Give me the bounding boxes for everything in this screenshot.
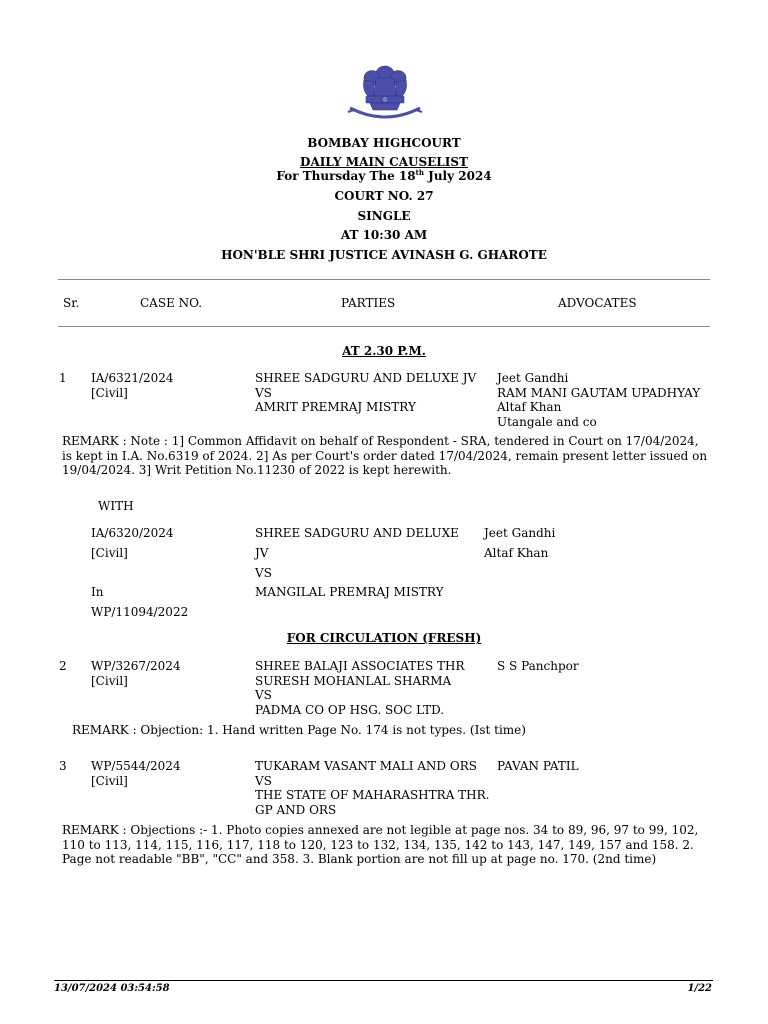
footer-page-number: 1/22 [687, 983, 712, 994]
item-1-remark: REMARK : Note : 1] Common Affidavit on behalf of Respondent - SRA, tendered in Court on 17/04/2024, is kept in I.A. No.6319 of 2024. 2] As per Court's order dated 17/04/2024, remain present letter issued on 19/04/2024. 3] Writ Petition No.11230 of 2022 is kept herewith. [62, 434, 708, 477]
case-type: [Civil] [91, 673, 128, 688]
with-advocate-1: Jeet Gandhi [484, 526, 556, 540]
with-party-vs: VS [255, 566, 272, 580]
with-case-number: IA/6320/2024 [91, 526, 174, 540]
party-petitioner: TUKARAM VASANT MALI AND ORS [255, 759, 477, 773]
col-advocates: ADVOCATES [558, 296, 637, 310]
bench-type: SINGLE [357, 209, 411, 223]
advocate: Altaf Khan [497, 400, 562, 414]
party-petitioner: SHREE BALAJI ASSOCIATES THR [255, 659, 465, 673]
with-advocate-2: Altaf Khan [484, 546, 549, 560]
item-2-advocates [497, 659, 579, 674]
with-party-respondent: MANGILAL PREMRAJ MISTRY [255, 585, 444, 599]
party-respondent: THE STATE OF MAHARASHTRA THR. [255, 788, 490, 802]
party-respondent-rep: GP AND ORS [255, 802, 337, 817]
header-rule-bottom [58, 326, 710, 327]
party-petitioner: SHREE SADGURU AND DELUXE JV [255, 371, 477, 385]
col-sr: Sr. [63, 296, 80, 310]
item-3-remark: REMARK : Objections :- 1. Photo copies annexed are not legible at page nos. 34 to 89, 96, 97 to 99, 102, 110 to 113, 114, 115, 116, 117, 118 to 120, 123 to 132, 134, 135, 142 to 143, 147, 149, 157 and 158. 2. Page not readable "BB", "CC" and 358. 3. Blank portion are not fill up at page no. 170. (2nd time) [62, 823, 699, 866]
item-3-advocates [497, 759, 579, 774]
with-in-label: In [91, 585, 104, 599]
case-type: [Civil] [91, 385, 128, 400]
judge-name: HON'BLE SHRI JUSTICE AVINASH G. GHAROTE [221, 248, 547, 262]
item-3-sr: 3 [59, 759, 67, 773]
footer-timestamp: 13/07/2024 03:54:58 [54, 983, 170, 994]
header-rule-top [58, 279, 710, 280]
advocate: S S Panchpor [497, 659, 579, 673]
party-petitioner-rep: SURESH MOHANLAL SHARMA [255, 673, 452, 688]
item-2-case [91, 659, 181, 688]
item-3-parties [255, 759, 490, 817]
case-number: IA/6321/2024 [91, 371, 174, 385]
party-vs: VS [255, 385, 272, 400]
item-1-advocates [497, 371, 700, 429]
party-respondent: PADMA CO OP HSG. SOC LTD. [255, 702, 445, 717]
causelist-date [0, 169, 768, 184]
circulation-heading: FOR CIRCULATION (FRESH) [286, 631, 482, 645]
item-1-sr: 1 [59, 371, 67, 385]
advocate: Utangale and co [497, 414, 597, 429]
session-heading: AT 2.30 P.M. [342, 344, 426, 358]
causelist-title: DAILY MAIN CAUSELIST [300, 155, 468, 169]
item-2-sr: 2 [59, 659, 67, 673]
case-number: WP/5544/2024 [91, 759, 181, 773]
party-vs: VS [255, 773, 272, 788]
with-case-type: [Civil] [91, 546, 128, 560]
date-ordinal: th [415, 168, 424, 177]
advocate: PAVAN PATIL [497, 759, 579, 773]
footer-rule [54, 980, 713, 981]
with-party-1: SHREE SADGURU AND DELUXE [255, 526, 459, 540]
party-vs: VS [255, 688, 272, 702]
date-suffix: July 2024 [423, 169, 492, 183]
col-parties: PARTIES [341, 296, 396, 310]
item-2-remark: REMARK : Objection: 1. Hand written Page No. 174 is not types. (Ist time) [72, 723, 526, 737]
col-case-no: CASE NO. [140, 296, 203, 310]
sitting-time: AT 10:30 AM [340, 228, 428, 242]
case-type: [Civil] [91, 773, 128, 788]
with-label: WITH [98, 499, 134, 513]
item-1-parties [255, 371, 476, 415]
with-in-case: WP/11094/2022 [91, 605, 189, 619]
case-number: WP/3267/2024 [91, 659, 181, 673]
advocate: RAM MANI GAUTAM UPADHYAY [497, 385, 701, 400]
date-prefix: For Thursday The 18 [276, 169, 416, 183]
court-number: COURT NO. 27 [334, 189, 434, 203]
item-1-case [91, 371, 174, 400]
with-party-2: JV [255, 546, 269, 560]
item-2-parties [255, 659, 465, 717]
advocate: Jeet Gandhi [497, 371, 569, 385]
court-name: BOMBAY HIGHCOURT [307, 136, 461, 150]
item-3-case [91, 759, 181, 788]
party-respondent: AMRIT PREMRAJ MISTRY [255, 400, 416, 414]
